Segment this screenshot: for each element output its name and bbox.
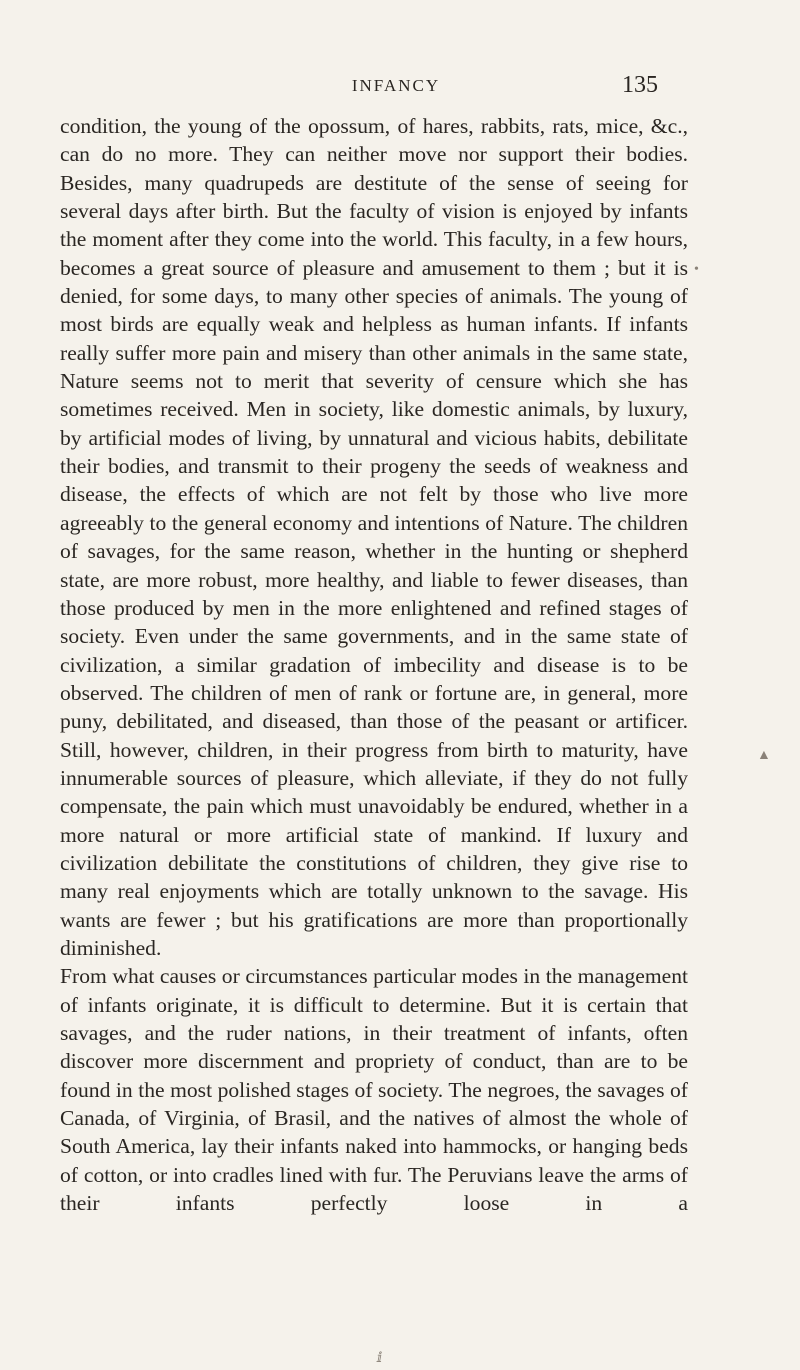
- paragraph-1: condition, the young of the opossum, of hares, rabbits, rats, mice, &c., can do no more. They can neither move nor support their bodies. Besides, many quadrupeds are destitute of the sense of seeing for several days after birth. But the faculty of vision is enjoyed by infants the moment after they come into the world. This faculty, in a few hours, becomes a great source of pleasure and amusement to them ; but it is denied, for some days, to many other species of animals. The young of most birds are equally weak and helpless as human infants. If infants really suffer more pain and misery than other animals in the same state, Nature seems not to merit that severity of censure which she has sometimes received. Men in society, like domestic animals, by luxury, by artificial modes of living, by unnatural and vicious habits, debilitate their bodies, and transmit to their progeny the seeds of weakness and disease, the effects of which are not felt by those who live more agreeably to the general economy and intentions of Nature. The children of savages, for the same reason, whether in the hunting or shepherd state, are more robust, more healthy, and liable to fewer diseases, than those produced by men in the more enlightened and refined stages of society. Even under the same governments, and in the same state of civilization, a similar gradation of imbecility and disease is to be observed. The children of men of rank or fortune are, in general, more puny, debilitated, and diseased, than those of the peasant or artificer. Still, however, children, in their progress from birth to maturity, have innumerable sources of pleasure, which alleviate, if they do not fully compensate, the pain which must unavoidably be endured, whether in a more natural or more artificial state of mankind. If luxury and civilization debilitate the constitutions of children, they give rise to many real enjoyments which are totally unknown to the savage. His wants are fewer ; but his gratifications are more than proportionally diminished.: [60, 114, 688, 960]
- margin-speck: •: [694, 262, 699, 277]
- page-number: 135: [622, 72, 658, 98]
- body-text: [60, 112, 688, 1217]
- margin-speck: ▲: [757, 748, 771, 763]
- page-header: [96, 72, 696, 108]
- paragraph-2: From what causes or circumstances particular modes in the management of infants originate, it is difficult to determine. But it is certain that savages, and the ruder nations, in their treatment of infants, often discover more discernment and propriety of conduct, than are to be found in the most polished stages of society. The negroes, the savages of Canada, of Virginia, of Brasil, and the natives of almost the whole of South America, lay their infants naked into hammocks, or hanging beds of cotton, or into cradles lined with fur. The Peruvians leave the arms of their infants perfectly loose in a: [60, 964, 688, 1216]
- footer-speck: ⅈ: [377, 1351, 383, 1366]
- running-head: INFANCY: [351, 76, 441, 95]
